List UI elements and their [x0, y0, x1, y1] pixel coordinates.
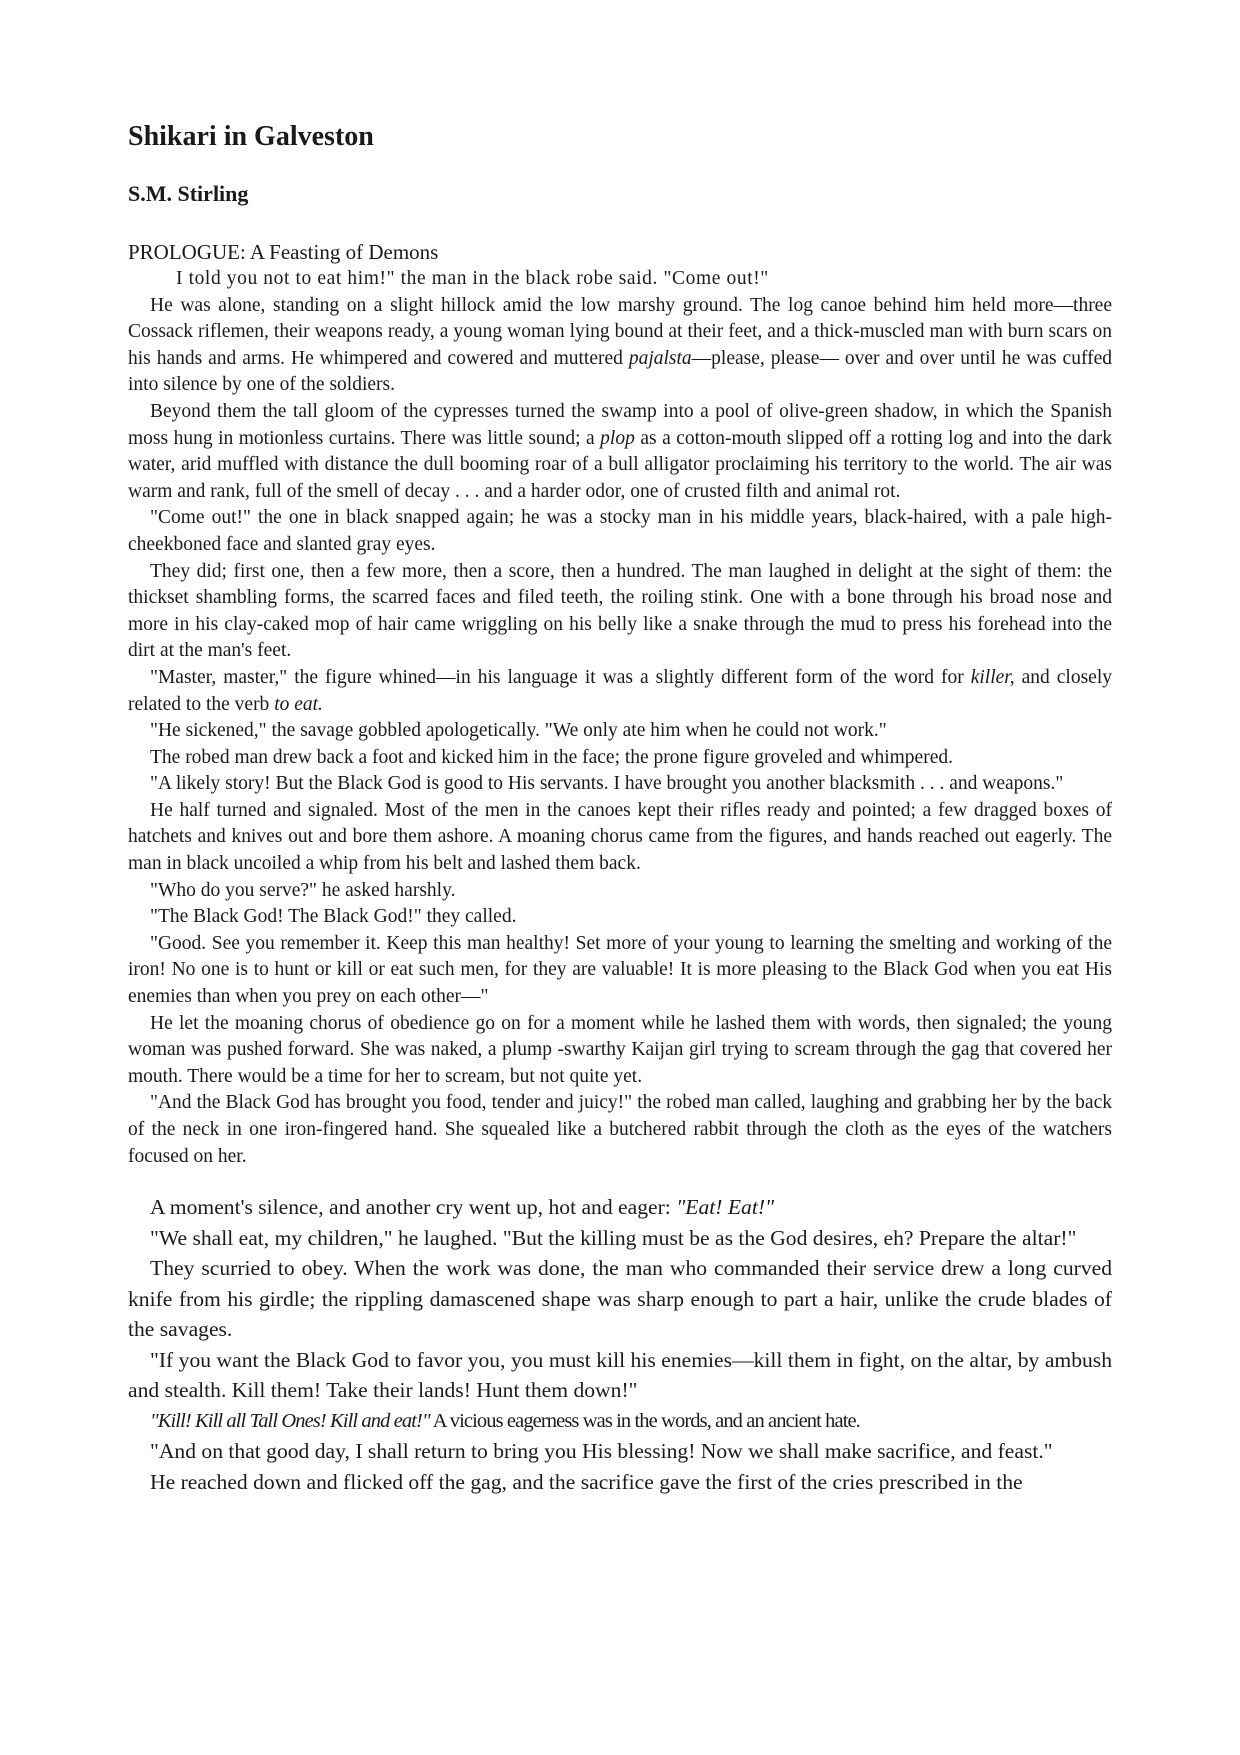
- paragraph: He was alone, standing on a slight hillock amid the low marshy ground. The log canoe behind him held more—three Cossack riflemen, their weapons ready, a young woman lying bound at their feet, and a thick-muscled man with burn scars on his hands and arms. He whimpered and cowered and muttered pajalsta—please, please— over and over until he was cuffed into silence by one of the soldiers.: [128, 294, 1112, 396]
- paragraph: "And the Black God has brought you food, tender and juicy!" the robed man called, laughing and grabbing her by the back of the neck in one iron-fingered hand. She squealed like a butchered rabbit through the cloth as the eyes of the watchers focused on her.: [128, 1092, 1112, 1167]
- prologue-heading: PROLOGUE: A Feasting of Demons: [128, 240, 439, 264]
- author-name: S.M. Stirling: [128, 181, 249, 206]
- paragraph: "He sickened," the savage gobbled apologetically. "We only ate him when he could not work.": [150, 720, 887, 742]
- paragraph: "Come out!" the one in black snapped again; he was a stocky man in his middle years, black-haired, with a pale high-cheekboned face and slanted gray eyes.: [128, 507, 1112, 555]
- paragraph: "And on that good day, I shall return to bring you His blessing! Now we shall make sacrifice, and feast.": [150, 1439, 1053, 1464]
- body-section-large: [128, 1192, 1112, 1497]
- paragraph: "Who do you serve?" he asked harshly.: [150, 879, 456, 901]
- paragraph: He let the moaning chorus of obedience go on for a moment while he lashed them with words, then signaled; the young woman was pushed forward. She was naked, a plump -swarthy Kaijan girl trying to scream through the gag that covered her mouth. There would be a time for her to scream, but not quite yet.: [128, 1012, 1112, 1087]
- paragraph: Beyond them the tall gloom of the cypresses turned the swamp into a pool of olive-green shadow, in which the Spanish moss hung in motionless curtains. There was little sound; a plop as a cotton-mouth slipped off a rotting log and into the dark water, arid muffled with distance the dull booming roar of a bull alligator proclaiming his territory to the world. The air was warm and rank, full of the smell of decay . . . and a harder odor, one of crusted filth and animal rot.: [128, 400, 1112, 502]
- paragraph: "The Black God! The Black God!" they called.: [150, 906, 517, 928]
- paragraph: "Good. See you remember it. Keep this man healthy! Set more of your young to learning the smelting and working of the iron! No one is to hunt or kill or eat such men, for they are valuable! It is more pleasing to the Black God when you eat His enemies than when you prey on each other—": [128, 932, 1112, 1008]
- paragraph: "Master, master," the figure whined—in his language it was a slightly different form of the word for killer, and closely related to the verb to eat.: [128, 666, 1113, 715]
- story-title: Shikari in Galveston: [128, 121, 374, 152]
- paragraph: "We shall eat, my children," he laughed. "But the killing must be as the God desires, eh? Prepare the altar!": [150, 1225, 1077, 1250]
- paragraph: The robed man drew back a foot and kicked him in the face; the prone figure groveled and whimpered.: [150, 746, 953, 768]
- paragraph: "Kill! Kill all Tall Ones! Kill and eat!" A vicious eagerness was in the words, and an ancient hate.: [150, 1409, 860, 1432]
- paragraph: He half turned and signaled. Most of the men in the canoes kept their rifles ready and pointed; a few dragged boxes of hatchets and knives out and bore them ashore. A moaning chorus came from the figures, and hands reached out eagerly. The man in black uncoiled a whip from his belt and lashed them back.: [128, 799, 1112, 875]
- paragraph: A moment's silence, and another cry went up, hot and eager: "Eat! Eat!": [150, 1195, 775, 1220]
- paragraph: They did; first one, then a few more, then a score, then a hundred. The man laughed in delight at the sight of them: the thickset shambling forms, the scarred faces and filed teeth, the roiling stink. One with a bone through his broad nose and more in his clay-caked mop of hair came wriggling on his belly like a snake through the mud to press his forehead into the dirt at the man's feet.: [128, 560, 1112, 662]
- body-section-small: [128, 266, 1112, 1170]
- document-page: [128, 112, 1112, 1497]
- paragraph: He reached down and flicked off the gag, and the sacrifice gave the first of the cries prescribed in the: [150, 1469, 1023, 1494]
- paragraph: They scurried to obey. When the work was done, the man who commanded their service drew a long curved knife from his girdle; the rippling damascened shape was sharp enough to part a hair, unlike the crude blades of the savages.: [128, 1256, 1112, 1342]
- paragraph: "A likely story! But the Black God is good to His servants. I have brought you another blacksmith . . . and weapons.": [150, 773, 1064, 795]
- paragraph: I told you not to eat him!" the man in the black robe said. "Come out!": [176, 268, 769, 289]
- paragraph: "If you want the Black God to favor you, you must kill his enemies—kill them in fight, on the altar, by ambush and stealth. Kill them! Take their lands! Hunt them down!": [128, 1347, 1112, 1403]
